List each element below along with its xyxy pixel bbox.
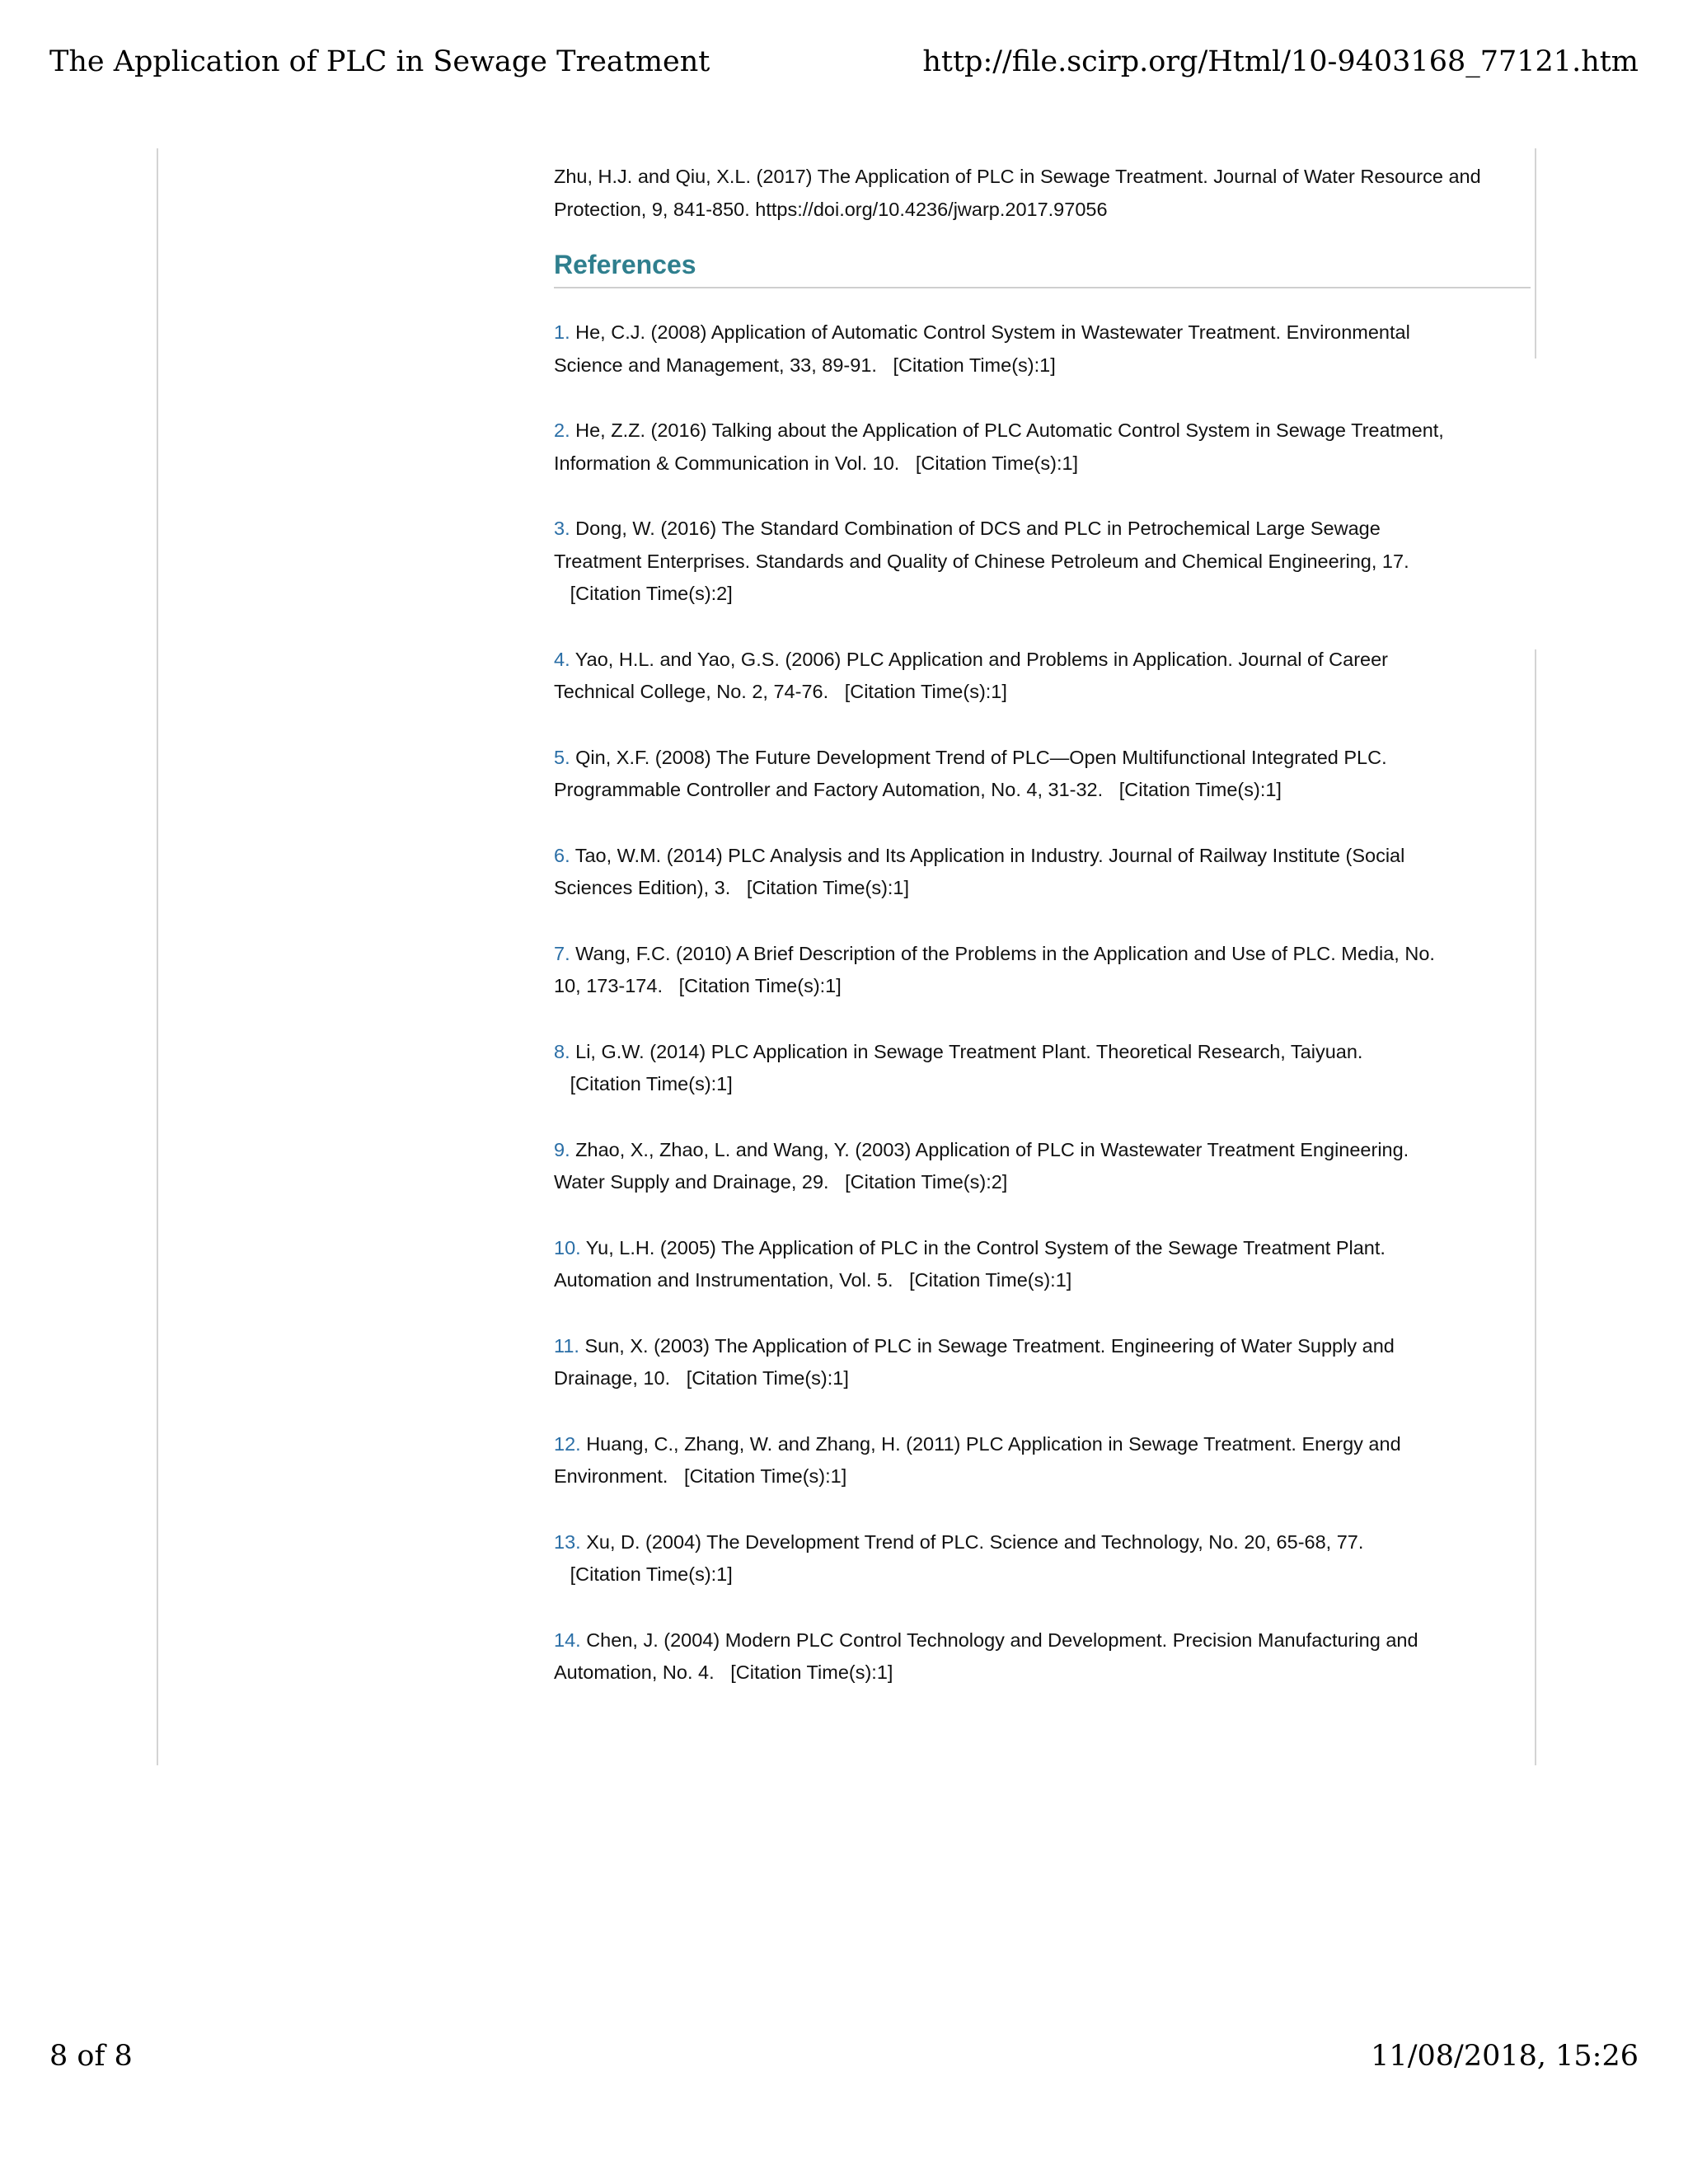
citation-count: [Citation Time(s):1] <box>570 1073 733 1094</box>
reference-item <box>554 1428 1444 1493</box>
reference-number[interactable]: 13. <box>554 1530 581 1553</box>
print-datetime: 11/08/2018, 15:26 <box>1371 2040 1639 2073</box>
how-to-cite: Zhu, H.J. and Qiu, X.L. (2017) The Application of PLC in Sewage Treatment. Journal of Water Resource and Protection, 9, 841-850. https://doi.org/10.4236/jwarp.2017.97056 <box>554 166 1481 220</box>
right-divider-top <box>1535 148 1536 359</box>
reference-item <box>554 1526 1444 1591</box>
references-heading: References <box>554 247 1531 288</box>
reference-text: Chen, J. (2004) Modern PLC Control Technology and Development. Precision Manufacturing and Automation, No. 4. <box>554 1629 1418 1683</box>
reference-item <box>554 513 1444 611</box>
reference-number[interactable]: 7. <box>554 942 570 964</box>
citation-count: [Citation Time(s):1] <box>686 1367 849 1389</box>
reference-number[interactable]: 9. <box>554 1138 570 1160</box>
reference-number[interactable]: 8. <box>554 1040 570 1062</box>
reference-number[interactable]: 3. <box>554 518 570 539</box>
citation-count: [Citation Time(s):1] <box>844 681 1007 702</box>
citation-count: [Citation Time(s):1] <box>730 1661 893 1683</box>
reference-item <box>554 316 1444 382</box>
reference-number[interactable]: 12. <box>554 1432 581 1455</box>
reference-item <box>554 644 1444 709</box>
reference-text: Wang, F.C. (2010) A Brief Description of the Problems in the Application and Use of PLC. Media, No. 10, 173-174. <box>554 942 1435 996</box>
citation-count: [Citation Time(s):1] <box>746 877 910 898</box>
reference-text: Yu, L.H. (2005) The Application of PLC in the Control System of the Sewage Treatment Plant. Automation and Instrumentation, Vol. 5. <box>554 1236 1386 1291</box>
reference-text: Li, G.W. (2014) PLC Application in Sewage Treatment Plant. Theoretical Research, Taiyuan. <box>575 1040 1363 1062</box>
reference-item <box>554 415 1444 480</box>
reference-text: He, C.J. (2008) Application of Automatic Control System in Wastewater Treatment. Environmental Science and Management, 33, 89-91. <box>554 321 1410 376</box>
reference-number[interactable]: 4. <box>554 648 570 670</box>
reference-text: Xu, D. (2004) The Development Trend of PLC. Science and Technology, No. 20, 65-68, 77. <box>586 1530 1364 1553</box>
reference-number[interactable]: 10. <box>554 1236 581 1258</box>
reference-item <box>554 1624 1444 1690</box>
reference-text: He, Z.Z. (2016) Talking about the Application of PLC Automatic Control System in Sewage Treatment, Information & Communication in Vol. 10. <box>554 419 1444 474</box>
reference-item <box>554 938 1444 1003</box>
reference-item <box>554 1134 1444 1199</box>
left-divider <box>157 148 158 1765</box>
print-header <box>49 45 1639 87</box>
citation-count: [Citation Time(s):1] <box>909 1269 1072 1291</box>
reference-item <box>554 1232 1444 1297</box>
citation-count: [Citation Time(s):1] <box>678 975 842 996</box>
reference-number[interactable]: 14. <box>554 1629 581 1651</box>
reference-text: Sun, X. (2003) The Application of PLC in Sewage Treatment. Engineering of Water Supply and Drainage, 10. <box>554 1334 1395 1389</box>
citation-count: [Citation Time(s):1] <box>570 1563 733 1585</box>
reference-text: Yao, H.L. and Yao, G.S. (2006) PLC Application and Problems in Application. Journal of Career Technical College, No. 2, 74-76. <box>554 648 1388 702</box>
reference-text: Zhao, X., Zhao, L. and Wang, Y. (2003) Application of PLC in Wastewater Treatment Engineering. Water Supply and Drainage, 29. <box>554 1138 1409 1193</box>
reference-number[interactable]: 11. <box>554 1334 579 1357</box>
reference-number[interactable]: 1. <box>554 321 570 343</box>
reference-text: Dong, W. (2016) The Standard Combination of DCS and PLC in Petrochemical Large Sewage Treatment Enterprises. Standards and Quality of Chinese Petroleum and Chemical Engineering, 17. <box>554 518 1409 572</box>
citation-count: [Citation Time(s):2] <box>570 583 733 604</box>
reference-number[interactable]: 6. <box>554 844 570 866</box>
reference-text: Tao, W.M. (2014) PLC Analysis and Its Application in Industry. Journal of Railway Institute (Social Sciences Edition), 3. <box>554 844 1405 898</box>
reference-list <box>554 316 1444 1690</box>
page-title: The Application of PLC in Sewage Treatment <box>49 45 710 78</box>
reference-item <box>554 742 1444 807</box>
page-url: http://file.scirp.org/Html/10-9403168_77121.htm <box>922 45 1639 78</box>
reference-text: Qin, X.F. (2008) The Future Development Trend of PLC—Open Multifunctional Integrated PLC. Programmable Controller and Factory Automation, No. 4, 31-32. <box>554 746 1387 800</box>
print-footer <box>49 2040 1639 2081</box>
citation-count: [Citation Time(s):1] <box>1118 779 1282 800</box>
article-content <box>554 161 1531 1722</box>
reference-number[interactable]: 5. <box>554 746 570 768</box>
reference-item <box>554 840 1444 905</box>
reference-item <box>554 1330 1444 1395</box>
reference-item <box>554 1036 1444 1101</box>
citation-count: [Citation Time(s):2] <box>845 1171 1008 1193</box>
citation-count: [Citation Time(s):1] <box>915 452 1079 474</box>
citation-count: [Citation Time(s):1] <box>893 354 1056 376</box>
page-count: 8 of 8 <box>49 2040 133 2073</box>
right-divider-bottom <box>1535 649 1536 1765</box>
citation-count: [Citation Time(s):1] <box>684 1465 847 1487</box>
reference-number[interactable]: 2. <box>554 419 570 441</box>
reference-text: Huang, C., Zhang, W. and Zhang, H. (2011) PLC Application in Sewage Treatment. Energy and Environment. <box>554 1432 1401 1487</box>
